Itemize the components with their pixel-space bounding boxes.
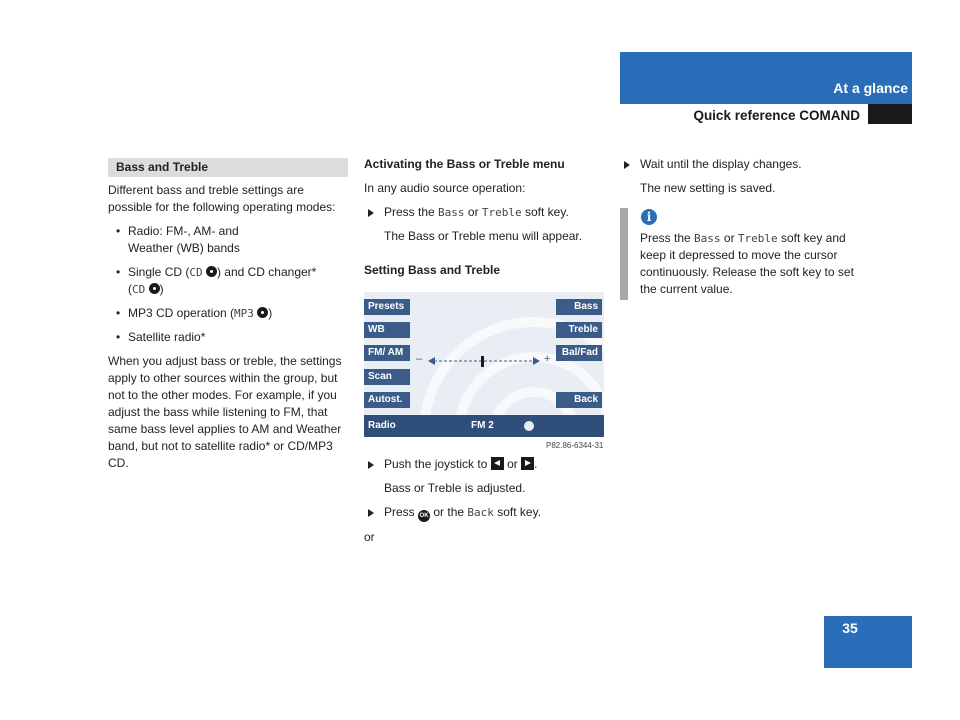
softkey-autost[interactable]: Autost. <box>364 392 410 408</box>
step-result: The new setting is saved. <box>640 181 776 195</box>
mp3-disc-icon <box>257 307 268 318</box>
or-text: or <box>364 530 375 544</box>
header-box <box>620 52 912 104</box>
right-column <box>620 156 870 197</box>
softkey-treble[interactable]: Treble <box>556 322 602 338</box>
intro-text: Different bass and treble settings are possible for the following operating modes: <box>108 183 336 214</box>
joystick-right-icon <box>521 457 534 470</box>
section-heading: Bass and Treble <box>108 158 348 177</box>
info-bar <box>620 208 628 300</box>
cd-changer-icon <box>149 283 160 294</box>
softkey-fm-am[interactable]: FM/ AM <box>364 345 410 361</box>
display-screen <box>364 292 604 437</box>
chapter-title: At a glance <box>833 80 908 96</box>
info-note: Press the Bass or Treble soft key and keep it depressed to move the cursor continuously. Release the soft key to set the current value. <box>640 231 854 296</box>
joystick-left-icon <box>491 457 504 470</box>
step: Push the joystick to or . <box>364 456 614 473</box>
softkey-bass[interactable]: Bass <box>556 299 602 315</box>
figure-caption: P82.86-6344-31 <box>546 441 604 450</box>
heading-setting: Setting Bass and Treble <box>364 263 501 277</box>
softkey-presets[interactable]: Presets <box>364 299 410 315</box>
step: Wait until the display changes. <box>620 156 870 173</box>
list-item: • MP3 CD operation (MP3 ) <box>108 305 348 322</box>
list-item: • Single CD (CD ) and CD changer* (CD ) <box>108 264 348 298</box>
step-result: The Bass or Treble menu will appear. <box>384 229 583 243</box>
disc-status-icon <box>524 421 534 431</box>
plus-sign: + <box>544 353 551 365</box>
text-line: In any audio source operation: <box>364 181 526 195</box>
section-subtitle: Quick reference COMAND <box>693 108 860 123</box>
cd-disc-icon <box>206 266 217 277</box>
list-item: • Radio: FM-, AM- and Weather (WB) bands <box>108 223 348 257</box>
info-icon: i <box>641 209 657 225</box>
body-paragraph: When you adjust bass or treble, the settings apply to other sources within the group, but not to the other modes. For example, if you adjust the bass while listening to FM, that same bass level applies to AM and Weather band, but not to satellite radio* or CD/MP3 CD. <box>108 354 342 470</box>
status-band: FM 2 <box>471 420 494 431</box>
status-bar <box>364 415 604 437</box>
step: Press the Bass or Treble soft key. <box>364 204 614 221</box>
softkey-scan[interactable]: Scan <box>364 369 410 385</box>
softkey-bal-fad[interactable]: Bal/Fad <box>556 345 602 361</box>
step-result: Bass or Treble is adjusted. <box>384 481 526 495</box>
middle-column <box>364 156 614 279</box>
status-source: Radio <box>368 420 396 431</box>
softkey-back[interactable]: Back <box>556 392 602 408</box>
ok-button-icon: OK <box>418 510 430 522</box>
softkey-wb[interactable]: WB <box>364 322 410 338</box>
page-number: 35 <box>842 620 858 636</box>
list-item: • Satellite radio* <box>108 329 348 346</box>
middle-column-lower <box>364 456 614 546</box>
header-marker <box>868 104 912 124</box>
step: Press OK or the Back soft key. <box>364 504 614 522</box>
heading-activating: Activating the Bass or Treble menu <box>364 157 565 171</box>
left-column <box>108 158 348 472</box>
minus-sign: – <box>416 353 423 365</box>
